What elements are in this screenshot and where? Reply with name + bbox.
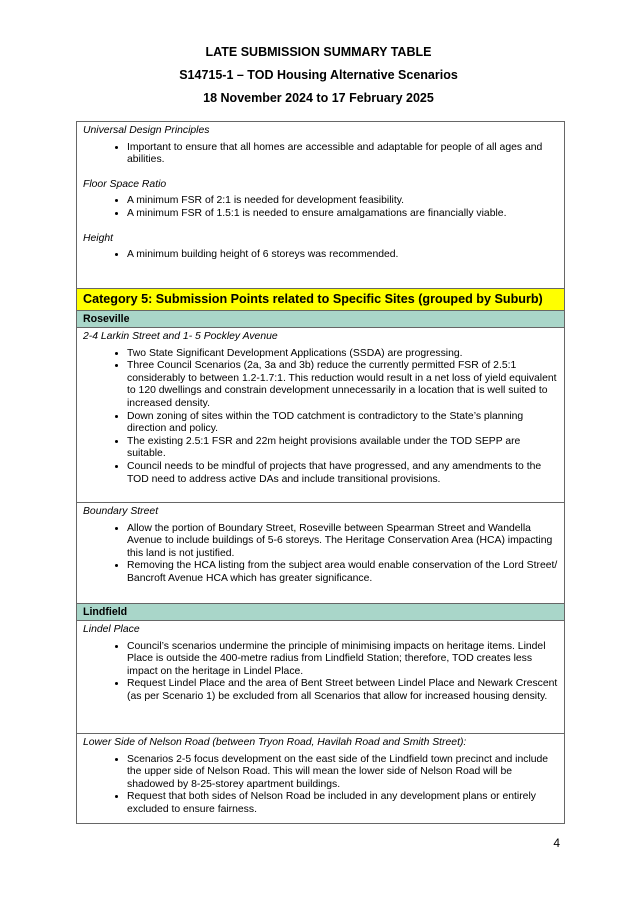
section-title: Lower Side of Nelson Road (between Tryon Road, Havilah Road and Smith Street): — [83, 737, 467, 748]
list-item: • Three Council Scenarios (2a, 3a and 3b) reduce the currently permitted FSR of 2.5:1 considerably to between 1.2-1.7:1. This reduction would result in a net loss of yield equivalent to 120 dwellings and constrain development unnecessarily in a location that is well suited to increased density. — [127, 360, 558, 410]
page-number: 4 — [553, 836, 560, 850]
bullet-list — [83, 754, 558, 817]
bullet-list — [83, 195, 558, 220]
category-heading: Category 5: Submission Points related to Specific Sites (grouped by Suburb) — [77, 289, 564, 311]
document-reference: S14715-1 – TOD Housing Alternative Scenarios — [179, 68, 458, 82]
table-cell-nelson-road — [77, 734, 564, 824]
list-item: • A minimum building height of 6 storeys was recommended. — [127, 249, 558, 262]
bullet-list — [83, 523, 558, 586]
list-item: • Council’s scenarios undermine the principle of minimising impacts on heritage items. Lindel Place is outside the 400-metre radius from Lindfield Station; therefore, TOD creates less impact on the heritage in Lindel Place. — [127, 641, 558, 679]
list-item: • The existing 2.5:1 FSR and 22m height provisions available under the TOD SEPP are suitable. — [127, 436, 558, 461]
suburb-heading-lindfield: Lindfield — [77, 604, 564, 621]
list-item: • Down zoning of sites within the TOD catchment is contradictory to the State’s planning direction and policy. — [127, 411, 558, 436]
list-item: • Request Lindel Place and the area of Bent Street between Lindel Place and Newark Crescent (as per Scenario 1) be excluded from all Scenarios that allow for increased housing density. — [127, 678, 558, 703]
table-cell-lindel-place — [77, 621, 564, 734]
list-item: • A minimum FSR of 1.5:1 is needed to ensure amalgamations are financially viable. — [127, 208, 558, 221]
list-item: • Council needs to be mindful of projects that have progressed, and any amendments to the TOD need to address active DAs and include transitional provisions. — [127, 461, 558, 486]
summary-table — [76, 121, 565, 824]
list-item: • Request that both sides of Nelson Road be included in any development plans or entirely excluded to ensure fairness. — [127, 791, 558, 816]
table-cell-larkin-pockley — [77, 328, 564, 503]
bullet-list — [83, 641, 558, 704]
list-item: • A minimum FSR of 2:1 is needed for development feasibility. — [127, 195, 558, 208]
list-item: • Important to ensure that all homes are accessible and adaptable for people of all ages and abilities. — [127, 142, 558, 167]
section-title: Floor Space Ratio — [83, 178, 167, 190]
table-cell-design-fsr-height — [77, 122, 564, 289]
section-title: Universal Design Principles — [83, 125, 210, 136]
document-title: LATE SUBMISSION SUMMARY TABLE — [205, 45, 432, 59]
list-item: • Scenarios 2-5 focus development on the east side of the Lindfield town precinct and include the upper side of Nelson Road. This will mean the lower side of Nelson Road will be shadowed by 8-25-storey apartment buildings. — [127, 754, 558, 792]
list-item: • Removing the HCA listing from the subject area would enable conservation of the Lord Street/ Bancroft Avenue HCA which has greater significance. — [127, 560, 558, 585]
bullet-list — [83, 142, 558, 167]
section-title: Height — [83, 232, 114, 244]
suburb-heading-roseville: Roseville — [77, 311, 564, 328]
list-item: • Two State Significant Development Applications (SSDA) are progressing. — [127, 348, 558, 361]
section-title: 2-4 Larkin Street and 1- 5 Pockley Avenue — [83, 331, 278, 342]
section-title: Lindel Place — [83, 624, 140, 635]
section-title: Boundary Street — [83, 506, 159, 517]
list-item: • Allow the portion of Boundary Street, Roseville between Spearman Street and Wandella Avenue to include buildings of 5-6 storeys. The Heritage Conservation Area (HCA) impacting this land is not justified. — [127, 523, 558, 561]
bullet-list — [83, 249, 558, 262]
bullet-list — [83, 348, 558, 487]
document-date-range: 18 November 2024 to 17 February 2025 — [203, 91, 434, 105]
table-cell-boundary-street — [77, 503, 564, 604]
